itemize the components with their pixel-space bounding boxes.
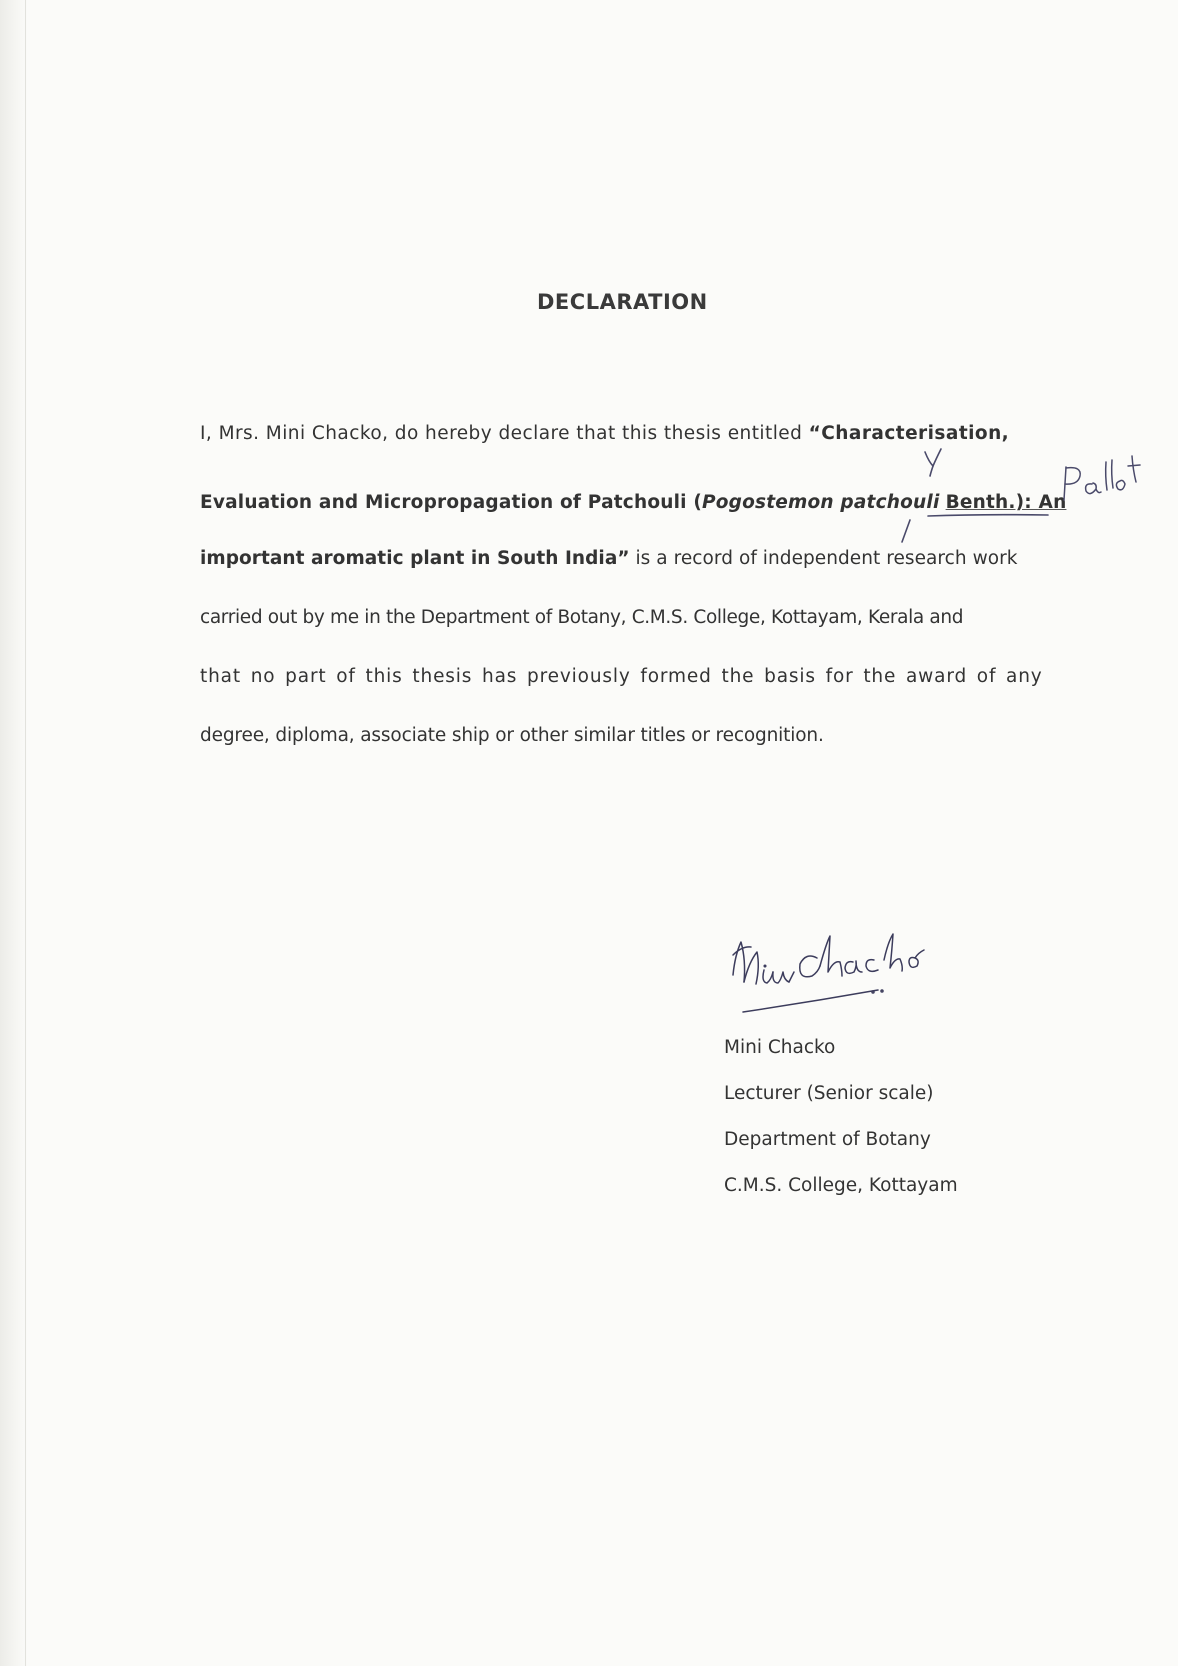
- thesis-title-part-2: Evaluation and Micropropagation of Patchouli (: [200, 492, 702, 513]
- species-authority: Benth.): An: [945, 492, 1067, 513]
- thesis-title-start: “Characterisation,: [808, 423, 1010, 444]
- signatory-name: Mini Chacko: [724, 1037, 836, 1058]
- page-title: DECLARATION: [537, 290, 708, 314]
- signatory-institution: C.M.S. College, Kottayam: [724, 1175, 958, 1196]
- thesis-title-end: important aromatic plant in South India”: [200, 548, 630, 569]
- signatory-department: Department of Botany: [724, 1129, 931, 1150]
- signatory-designation: Lecturer (Senior scale): [724, 1083, 934, 1104]
- species-name: Pogostemon patchouli: [702, 492, 940, 513]
- line3-text: is a record of independent research work: [629, 548, 1018, 569]
- line1-text: I, Mrs. Mini Chacko, do hereby declare that this thesis entitled: [200, 423, 809, 444]
- paragraph-line-6: degree, diploma, associate ship or other similar titles or recognition.: [200, 725, 824, 746]
- margin-note-pallat: [1064, 456, 1140, 500]
- signature-block: [724, 1025, 958, 1209]
- paragraph-line-4: carried out by me in the Department of Botany, C.M.S. College, Kottayam, Kerala and: [200, 607, 964, 628]
- signature: [733, 934, 924, 1012]
- paragraph-line-5: that no part of this thesis has previously formed the basis for the award of any: [200, 666, 1043, 687]
- correction-caret-mark: [902, 449, 1048, 542]
